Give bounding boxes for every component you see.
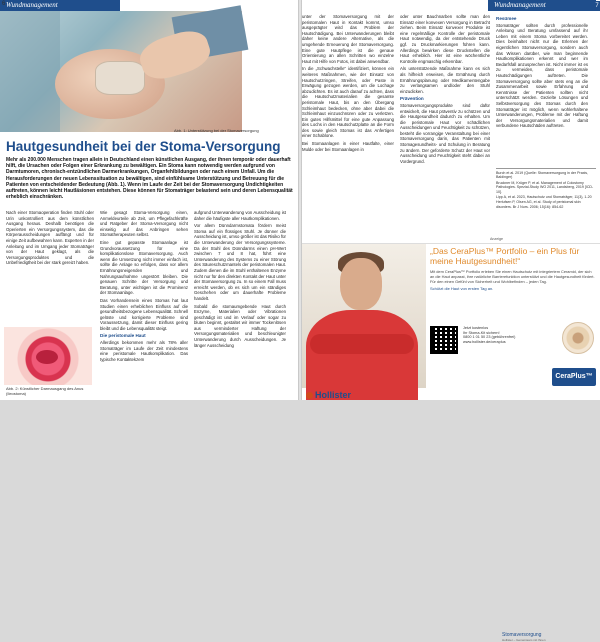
paragraph: Vor allem Dünndarmstomata fördern meist Stoma auf ein flüssiges Stuhl. Je dünner die Ausscheidung ist, umso größer ist das Risiko für die Unterwanderung der Versorgungssysteme. Da der Stuhl des Dünndarms einen pH-Wert zwischen 7 und 8 hat, führt eine Unterwanderung des Systems zu einer Störung des Säureschutzmantels der peristomalen Haut. Zudem dienen die im Stuhl enthaltenen Enzyme nicht nur für den direkten Kontakt der Haut unter der Stomaversorgung zu. In so einem Fall muss erreicht werden, ob es sich um ein ständiges Geschehen oder um dauerhafte Probleme handelt. [194,223,286,301]
paragraph: Als unterstützende Maßnahme kann es sich als hilfreich erweisen, die Ernährung durch Ernährungsplanung oder Medikamentengabe zu verlangsamen und/oder den Stuhl einzudicken. [400,66,490,94]
body-column-6 [496,14,588,164]
references [496,168,596,209]
reference-item: Herlufsen P, Olsen AG, et al. Study of peristomal skin disorders. Br J Nurs. 2006; 15(16): 854-62 [496,200,581,209]
paragraph: Bei Stomaanlagen in einer Hautfalte, einer Mulde oder bei Stomaanlagen in [302,141,394,152]
ad-content [430,246,596,388]
article-lead: Mehr als 200.000 Menschen tragen allein in Deutschland einen künstlichen Ausgang, der ihnen temporär oder dauerhaft hilft, die Ursachen oder Folgen einer Erkrankung zu bewältigen. Ein Stoma kann notwendig werden aufgrund von Darmtumoren, chronisch-entzündlichen Darmerkrankungen, Organfehlbildungen oder nach einem Unfall. Um die Herausforderungen der neuen Lebenssituation zu bewältigen, sind einfühlsame Unterstützung und Betreuung für die Patienten von entscheidender Bedeutung (Abb. 1). Wenn im Laufe der Zeit bei der Stomaversorgung Undichtigkeiten auftreten, können leicht Hautläsionen entstehen. Diese können für Stomaträger belastend sein und deren Lebensqualität erheblich einschränken. [6,157,293,201]
subheading: Prävention [400,96,424,102]
paragraph: oder unter Bauchnarben sollte man den Einsatz einer konvexen Versorgung in Betracht ziehen. Beim Einsatz konvexer Produkte ist eine regelmäßige Kontrolle der peristomale Haut notwendig, da der entstehende Druck ggf. zu Druckmarkierungen führen kann. Allerdings bewirken diese Druckstellen die Haut erheblich. Hier ist eine wöchentliche Kontrolle engmaschig erkennbar. [400,14,490,64]
hollister-logo-icon [306,392,313,399]
reference-item: Bruckner M, Krüger P, et al. Management of Colostomy Pathologies. Spezial-Study WO 2011, Landsberg, 2019 [ICD-10]. [496,180,594,194]
paragraph: Sobald die stomaumgebende Haut durch Enzyme, Materialien oder Vibrationen geschädigt ist und im Verlauf oder sogar zu bluten beginnt, gestaltet wir immer Tockenlösen aus verminderter Haftung der Versorgungsmaterialien und beschleunigter Unterwanderung durch Ausscheidungen. Je länger Ausscheidung [194,303,286,348]
ad-call-to-action: Schützt die Haut von ersten Tag an. [430,286,494,291]
paragraph: Wie gesagt Stoma-Versorgung einen, Anmeldeurteile ab Zeit, um Pflegefachkräfte und Ratgeber der Stoma-Versorgung nicht einseitig auf das Anbringen sehen Stomatherapeuten selbst. [100,210,188,238]
body-column-4 [302,14,394,243]
body-column-2 [100,210,188,394]
paragraph: unter der Stomaversorgung mit der peristomalen Haut in Kontakt kommt, umso ausgeprägter wird das Problem der Hautschädigung. Bei Unterwanderungen bleibt daher keine andere Alternative, als die umgehende Erneuerung der Stomaversorgung. Eine gute Hautpflege ist die genaue Orientierung an allen Schritten wo einzelne Haut mit Hilfe von Fotos, ist dabei anwendbar. [302,14,394,64]
stoma-care-photo [0,11,242,132]
subheading: Resümee [496,16,517,21]
ceraplus-advertisement [302,243,600,642]
ceraplus-product-icon [562,322,594,354]
ileostoma-photo [4,327,92,385]
phone-number[interactable]: 0800 1 01 50 23 (gebührenfrei) [463,335,516,340]
website-link[interactable]: www.hollister.de/ceraplus [463,339,506,344]
ad-model-photo [302,244,426,388]
ad-footer-title: Stomaversorgung [502,632,542,638]
body-column-5 [400,14,490,243]
paragraph: Allerdings bekommen mehr als 78% aller Stomaträger im Laufe der Zeit mindestens eine peristomale Hautkomplikation. Das typische Kontaktekzem [100,340,188,362]
ad-body: Mit dem CeraPlus™ Portfolio erleben Sie einen Hautschutz mit integriertem Ceramid, der sich an die Haut anpasst, ihre natürliche Barrierefunktion unterstützt und die Hautgesundheit fördert. Für den einen Gefühl von Sicherheit und Wohlbefinden – jeden Tag. [430,269,595,284]
page-number-left: 6 [2,1,6,7]
contact-line: Jetzt kostenlos [463,326,489,330]
contact-lines [463,326,515,344]
article-title: Hautgesundheit bei der Stoma-Versorgung [6,139,281,154]
hollister-logo: Hollister [306,390,351,400]
ad-contact-block [430,326,596,364]
page-number-right: 7 [595,3,599,9]
ad-footer-sub: Hollister – Gemeinsam mit Ihnen [502,638,546,642]
body-column-3 [194,210,286,394]
reference-item: Lipp A, et al. 2023, Hautschutz und Stomaträger, 11(3), 1-20 [496,195,592,200]
paragraph: Nach einer Stomaoperation finden Stuhl oder Urin unkontrolliert aus dem künstlichen Ausgang heraus. Deshalb benötigen die Operierten ein Versorgungssystem, das die Körperausscheidungen auffängt und für einige Zeit aufbewahren kann. Experten in der Anleitung und im Umgang jeder Stomaträger von der Haut geklagt, als die Versorgungsproduktes und die Unbefriedigtheit bei der stark gereizt haben. [6,210,94,266]
ceraplus-logo: CeraPlus™ [552,368,596,386]
section-tab-right: Wundmanagement [488,0,596,11]
body-column-1 [6,210,94,326]
paragraph: Stomaversorgungsprodukte sind dafür entwickelt, die Haut präventiv zu schützen und die Hautgesundheit dadurch zu erhalten. Um die peristomale Haut vor schädlichen Ausscheidungen und Feuchtigkeit zu schützen, besteht die vorrangige Veranstaltung bei einer Stomaversorgung darin, das Patienten mit Stomagesundheits- und Schulung in Beratung zu ändern. Der geforderte Schutz der Haut vor Ausscheidung und Feuchtigkeit steht dabei an Vordergrund. [400,102,490,164]
photo-caption-top: Abb. 1: Unterstützung bei der Stomaversorgung [174,128,259,133]
paragraph: Das Vorhandensein eines Stomas hat laut Studien einen erheblichen Einfluss auf die gesundheitsbezogene Lebensqualität. Schnell gelöste und korrigierte Probleme sind Voraussetzung, damit dieser Einfluss gering bleibt und die Lebensqualität steigt. [100,297,188,331]
paragraph: In die „Schwachstelle“ identifiziert, können ein weiteres Maßnahmen, wie der Einsatz von Hautschutzringen, Streifen, oder Paste in Erwägung gezogen werden, um die Lochage abzudichten. Es ist auch darauf zu achten, dass die Hautschutzmaterialien die gesamte peristomale Haut, bis an den Übergang Schleimhaut bedecken, ohne aber dabei die Schleimhaut einzuschnüren oder zu verletzen. Ein gutes Hilfsmittel für eine gute Anpassung des Lochs in den Hautschutzplatte an die Form des sowie gleich Stomas ist das Anfertigen einer Schablone. [302,66,394,139]
reference-item: Burch et al. 2019 (Quelle: Stomaversorgung in der Praxis, Baldinger) [496,171,589,180]
advertisement-label: Anzeige [490,237,503,241]
contact-line: Ihr Stoma-Kit sichern! [463,330,500,335]
paragraph: Stomaträger sollten durch professionelle Anleitung und Beratung umfassend auf ihr Leben mit einem Stoma vorbereitet werden. Dies beinhaltet nicht nur die Erlernen der eigentlichen Stomaversorgung, sondern auch das Wissen darüber, wie man beginnende Hautkomplikationen erkennt und wer im Bedarfsfall anzusprechen ist. Nicht immer ist es zu vermeiden, dass peristomale Hautschädigungen auftreten. Die Stomaversorgung sollte aber stets eng an die Zusammenarbeit sowie Erfahrung und Kenntnisse der Patienten sollten nicht unterschätzt werden. Gezielte Lösungen und Selbstversorgung des Stomas durch den Stomaträger ist möglich, wenn wohlerhaltene Unterwanderungen, Probleme mit der Haftung der Versorgungsmaterialien und damit verbundene Hautschäden auftreten. [496,22,588,129]
qr-code-icon[interactable] [430,326,458,354]
photo-caption-bottom: Abb. 2: Künstlicher Darmausgang des Anus (Ileostoma) [6,386,84,396]
paragraph: aufgrund Unterwanderung von Ausscheidung ist daher die häufigste aller Hautkomplikationen. [194,210,286,221]
subheading: Die peristomale Haut [100,333,146,339]
left-page [0,0,298,400]
ad-footer [502,632,546,642]
ad-headline: „Das CeraPlus™ Portfolio – ein Plus für meine Hautgesundheit!“ [430,246,580,266]
section-tab-left: Wundmanagement [0,0,120,11]
paragraph: Eine gut gepasste Stomaanlage ist Grundvoraussetzung für eine komplikationslose Stomaversorgung. Auch wenn die Umsetzung nicht immer einfach ist, sollte die Anlage so erfolgen, dass vor allem Ernährungsneigenden und Nahrungsaufnahme ungestört bleiben. Die genauen Schritte der Versorgung und Beratung, unter wichtigen ist die Prominenz der Stomaanlage. [100,239,188,296]
right-page [302,0,600,642]
